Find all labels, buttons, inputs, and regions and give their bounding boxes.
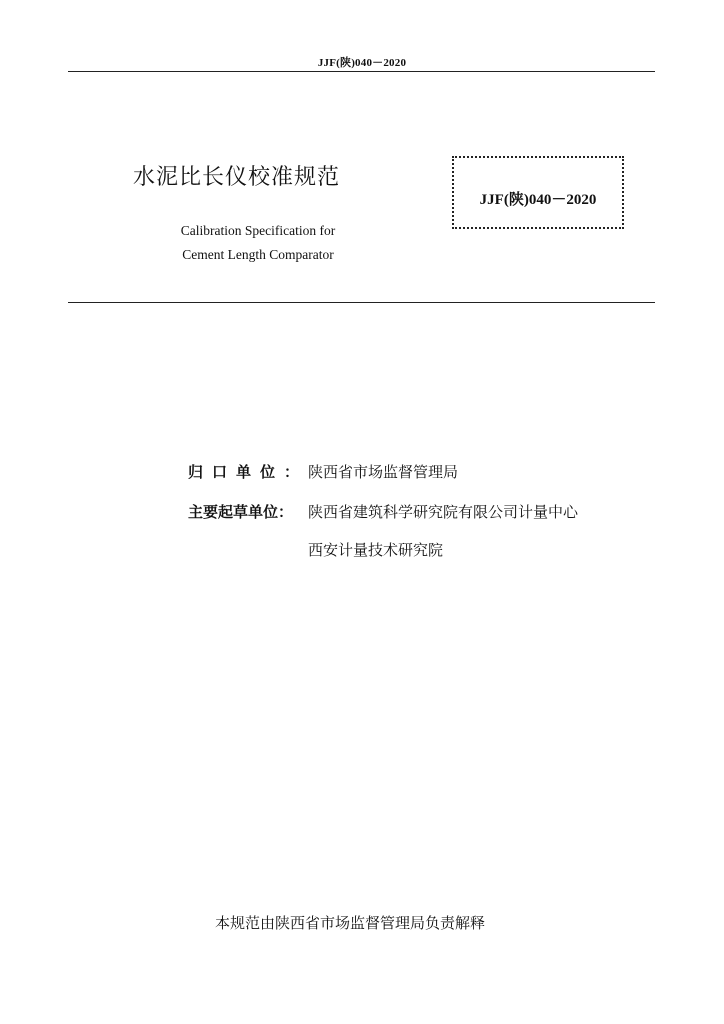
interpretation-note: 本规范由陕西省市场监督管理局负责解释	[214, 914, 485, 932]
document-code: JJF(陕)040－2020	[479, 192, 597, 208]
document-title-chinese: 水泥比长仪校准规范	[133, 165, 341, 190]
drafting-unit-row	[188, 502, 578, 522]
title-divider	[68, 302, 655, 303]
responsible-unit-value: 陕西省市场监督管理局	[308, 463, 459, 481]
english-title-line-1: Calibration Specification for	[180, 223, 336, 238]
english-title-line-2: Cement Length Comparator	[182, 247, 334, 262]
drafting-unit-value-2: 西安计量技术研究院	[308, 541, 444, 559]
drafting-unit-label: 主要起草单位：	[188, 503, 294, 521]
header-divider	[68, 71, 655, 72]
document-title-english	[150, 219, 366, 267]
document-code-box	[452, 156, 624, 229]
drafting-unit-row-2	[188, 540, 443, 560]
responsible-unit-label: 归口单位：	[188, 463, 309, 481]
responsible-unit-row	[188, 462, 458, 482]
header-document-code: JJF(陕)040－2020	[317, 57, 407, 69]
drafting-unit-value-1: 陕西省建筑科学研究院有限公司计量中心	[308, 503, 579, 521]
